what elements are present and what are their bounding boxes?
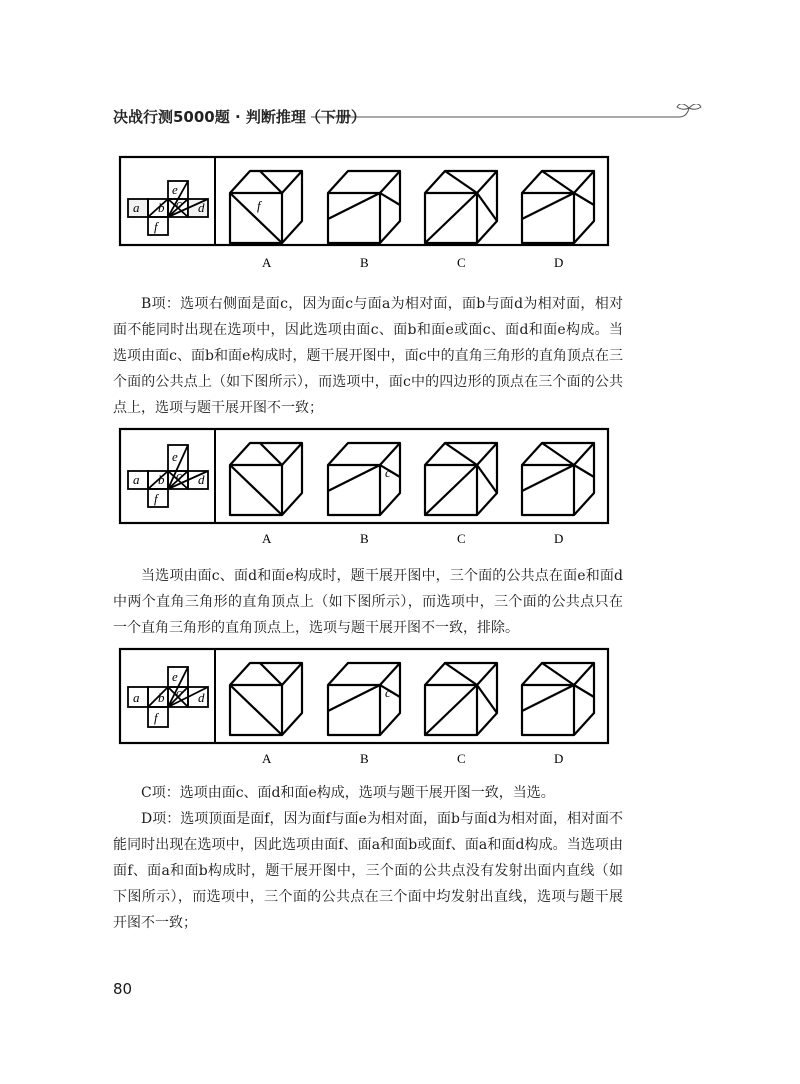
option-a-face-label: f	[257, 198, 261, 213]
net-label-e: e	[172, 449, 178, 464]
net-label-f: f	[154, 219, 158, 234]
page-number: 80	[113, 980, 133, 998]
net-label-a: a	[133, 200, 140, 215]
net-label-d: d	[198, 472, 205, 487]
option-c-label: C	[457, 255, 466, 270]
paragraph-b-option: B项：选项右侧面是面c，因为面c与面a为相对面，面b与面d为相对面，相对面不能同时出现在选项中，因此选项由面c、面b和面e或面c、面d和面e构成。当选项由面c、面b和面e构成时，题干展开图中，面c中的直角三角形的直角顶点在三个面的公共点上（如下图所示），而选项中，面c中的四边形的顶点在三个面的公共点上，选项与题干展开图不一致；	[113, 296, 623, 416]
option-b-label: B	[360, 531, 369, 546]
net-label-d: d	[198, 200, 205, 215]
option-c-cube	[425, 171, 497, 243]
option-b-face-label: c	[385, 685, 391, 700]
option-d-cube	[522, 171, 594, 243]
option-d-label: D	[554, 531, 564, 546]
figure-1-drawing	[118, 155, 610, 275]
net-diagram	[128, 181, 208, 235]
figure-2-drawing	[118, 427, 610, 547]
net-label-b: b	[158, 200, 165, 215]
net-label-d: d	[198, 690, 205, 705]
option-c-cube	[425, 443, 497, 515]
net-label-c: c	[176, 196, 182, 211]
paragraph-cde-case: 当选项由面c、面d和面e构成时，题干展开图中，三个面的公共点在面e和面d中两个直角三角形的直角顶点上（如下图所示），而选项中，三个面的公共点只在一个直角三角形的直角顶点上，选项与题干展开图不一致，排除。	[113, 568, 623, 636]
option-b-cube	[328, 171, 400, 243]
option-b-face-label: c	[385, 465, 391, 480]
option-d-cube	[522, 443, 594, 515]
figure-2	[118, 427, 610, 547]
net-label-e: e	[172, 669, 178, 684]
option-a-cube	[230, 443, 302, 515]
option-a-cube	[230, 663, 302, 735]
running-header	[113, 104, 703, 128]
figure-3-drawing	[118, 647, 610, 767]
net-diagram	[128, 667, 208, 727]
net-label-c: c	[176, 468, 182, 483]
option-d-cube	[522, 663, 594, 735]
net-label-a: a	[133, 472, 140, 487]
net-label-b: b	[158, 690, 165, 705]
option-a-cube	[230, 171, 302, 243]
option-a-label: A	[262, 751, 272, 766]
option-d-label: D	[554, 255, 564, 270]
figure-3	[118, 647, 610, 767]
option-d-label: D	[554, 751, 564, 766]
option-c-label: C	[457, 531, 466, 546]
paragraph-d-option: D项：选项顶面是面f，因为面f与面e为相对面，面b与面d为相对面，相对面不能同时出现在选项中，因此选项由面f、面a和面b或面f、面a和面d构成。当选项由面f、面a和面b构成时，题干展开图中，三个面的公共点没有发射出面内直线（如下图所示），而选项中，三个面的公共点在三个面中均发射出直线，选项与题干展开图不一致；	[113, 811, 623, 931]
paragraph-c-option: C项：选项由面c、面d和面e构成，选项与题干展开图一致，当选。	[141, 785, 555, 801]
option-a-label: A	[262, 531, 272, 546]
net-label-b: b	[158, 472, 165, 487]
net-label-e: e	[172, 182, 178, 197]
option-c-cube	[425, 663, 497, 735]
book-title: 决战行测5000题 · 判断推理（下册）	[113, 108, 366, 126]
net-label-a: a	[133, 690, 140, 705]
option-b-label: B	[360, 751, 369, 766]
net-diagram	[128, 445, 208, 507]
figure-1	[118, 155, 610, 275]
option-b-label: B	[360, 255, 369, 270]
option-a-label: A	[262, 255, 272, 270]
net-label-f: f	[154, 710, 158, 725]
option-c-label: C	[457, 751, 466, 766]
net-label-f: f	[154, 491, 158, 506]
net-label-c: c	[176, 685, 182, 700]
